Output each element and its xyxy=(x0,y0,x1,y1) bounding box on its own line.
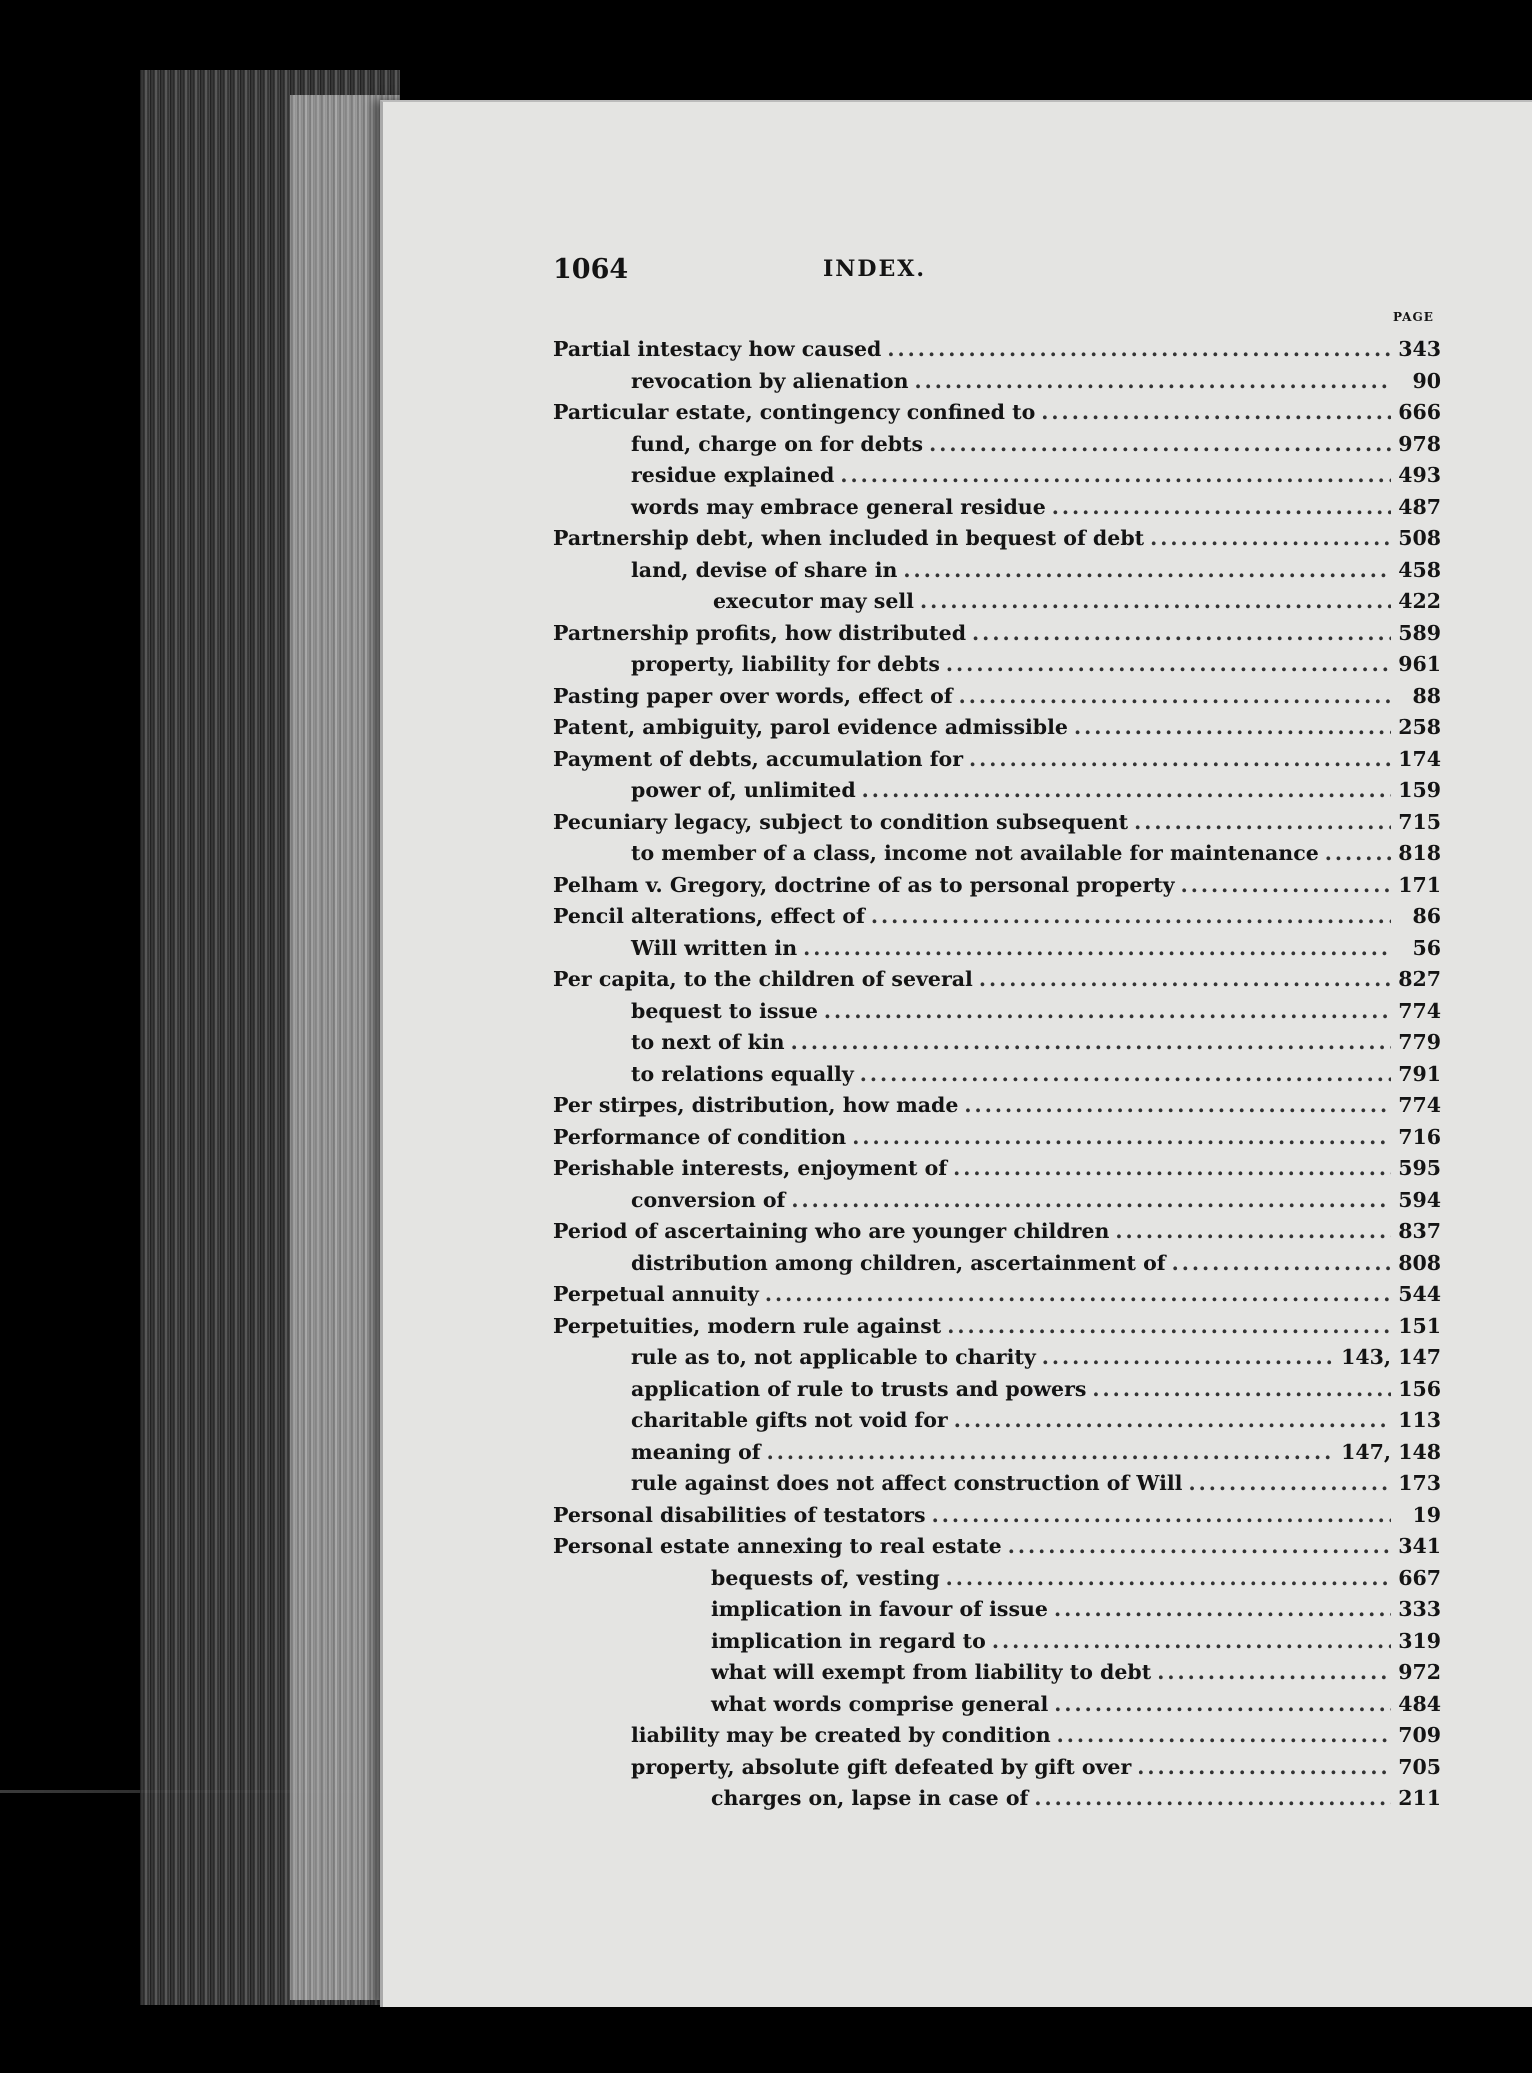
dot-leader xyxy=(1137,1752,1391,1784)
index-entry-text: Pasting paper over words, effect of xyxy=(553,683,953,708)
index-entry-text: bequest to issue xyxy=(631,998,818,1023)
index-entry xyxy=(553,586,1441,618)
index-entry xyxy=(553,649,1441,681)
index-entry-text: what will exempt from liability to debt xyxy=(711,1660,1152,1684)
index-entry-page: 666 xyxy=(1398,400,1441,424)
dot-leader xyxy=(1042,1342,1335,1374)
dot-leader xyxy=(1054,1594,1391,1626)
index-entry-page: 56 xyxy=(1412,935,1441,960)
dot-leader xyxy=(953,1153,1391,1185)
index-entry xyxy=(553,523,1441,555)
dot-leader xyxy=(887,334,1391,366)
index-entry xyxy=(553,1783,1441,1815)
index-entry xyxy=(553,1405,1441,1437)
dot-leader xyxy=(1092,1374,1391,1406)
index-entry xyxy=(553,1657,1441,1689)
index-entry xyxy=(553,1027,1441,1059)
index-entry xyxy=(553,334,1441,366)
index-entry xyxy=(553,1153,1441,1185)
index-entry xyxy=(553,1342,1441,1374)
index-entry-text: distribution among children, ascertainment of xyxy=(631,1250,1166,1275)
index-entry xyxy=(553,1216,1441,1248)
index-entry-page: 151 xyxy=(1398,1313,1441,1338)
index-entry xyxy=(553,870,1441,902)
dot-leader xyxy=(1057,1720,1391,1752)
index-entry-text: Partial intestacy how caused xyxy=(553,337,882,361)
index-entry xyxy=(553,1185,1441,1217)
dot-leader xyxy=(964,1090,1391,1122)
index-entry-page: 508 xyxy=(1398,526,1441,550)
dot-leader xyxy=(1150,523,1391,555)
index-entry xyxy=(553,1531,1441,1563)
index-entry xyxy=(553,964,1441,996)
index-entry-text: application of rule to trusts and powers xyxy=(631,1376,1087,1401)
index-entry xyxy=(553,366,1441,398)
dot-leader xyxy=(1134,807,1391,839)
dot-leader xyxy=(791,1185,1391,1217)
index-entry-page: 808 xyxy=(1398,1250,1441,1275)
index-entry-text: implication in favour of issue xyxy=(711,1597,1048,1621)
index-entry xyxy=(553,1689,1441,1721)
dot-leader xyxy=(903,555,1391,587)
index-entry xyxy=(553,775,1441,807)
index-entry-page: 961 xyxy=(1398,652,1441,676)
index-entry-text: Partnership profits, how distributed xyxy=(553,620,967,645)
index-entry-text: to relations equally xyxy=(631,1061,854,1086)
index-entry xyxy=(553,555,1441,587)
index-entry xyxy=(553,996,1441,1028)
index-entry-text: bequests of, vesting xyxy=(711,1565,940,1590)
index-entry-page: 774 xyxy=(1398,1093,1441,1117)
index-entry-text: rule against does not affect construction of Will xyxy=(631,1471,1183,1495)
index-entry-page: 595 xyxy=(1398,1156,1441,1180)
page-number: 1064 xyxy=(553,254,629,285)
index-entry-text: Personal estate annexing to real estate xyxy=(553,1534,1002,1558)
index-entry xyxy=(553,460,1441,492)
index-entry-page: 791 xyxy=(1398,1061,1441,1086)
index-entry xyxy=(553,1626,1441,1658)
index-entry-text: conversion of xyxy=(631,1187,786,1212)
index-entry-page: 458 xyxy=(1398,557,1441,582)
index-entry-text: Pelham v. Gregory, doctrine of as to personal property xyxy=(553,872,1175,897)
index-entry-text: fund, charge on for debts xyxy=(631,431,924,456)
index-entry-page: 487 xyxy=(1398,494,1441,519)
index-entry xyxy=(553,492,1441,524)
dot-leader xyxy=(862,775,1391,807)
index-entry-page: 589 xyxy=(1398,620,1441,645)
index-entry-page: 343 xyxy=(1398,337,1441,361)
index-entry-text: liability may be created by condition xyxy=(631,1723,1051,1747)
dot-leader xyxy=(969,744,1391,776)
index-entry-page: 544 xyxy=(1398,1282,1441,1306)
index-entry-text: Partnership debt, when included in bequest of debt xyxy=(553,526,1145,550)
dot-leader xyxy=(920,586,1391,618)
dot-leader xyxy=(979,964,1391,996)
index-entry-text: Period of ascertaining who are younger children xyxy=(553,1219,1110,1243)
index-entry-text: property, absolute gift defeated by gift over xyxy=(631,1754,1132,1779)
index-entry xyxy=(553,1500,1441,1532)
index-entry-page: 113 xyxy=(1398,1408,1441,1432)
index-entry xyxy=(553,1374,1441,1406)
index-entry-page: 972 xyxy=(1398,1660,1441,1684)
dot-leader xyxy=(992,1626,1391,1658)
dot-leader xyxy=(860,1059,1391,1091)
index-entry-page: 837 xyxy=(1398,1219,1441,1243)
index-entry xyxy=(553,1594,1441,1626)
dot-leader xyxy=(947,1311,1391,1343)
dot-leader xyxy=(1325,838,1391,870)
dot-leader xyxy=(1181,870,1391,902)
index-entry-page: 484 xyxy=(1398,1691,1441,1716)
dot-leader xyxy=(1041,397,1391,429)
index-entry-text: what words comprise general xyxy=(711,1691,1049,1716)
index-entry-page: 159 xyxy=(1398,778,1441,802)
index-entry-page: 147, 148 xyxy=(1341,1439,1441,1464)
index-entry-text: implication in regard to xyxy=(711,1628,986,1653)
dot-leader xyxy=(852,1122,1391,1154)
dot-leader xyxy=(929,429,1391,461)
dot-leader xyxy=(871,901,1391,933)
index-entry-text: land, devise of share in xyxy=(631,557,898,582)
index-entry xyxy=(553,838,1441,870)
index-entry-text: Perpetual annuity xyxy=(553,1282,759,1306)
index-entry-page: 827 xyxy=(1398,967,1441,991)
page-header xyxy=(553,254,1433,294)
index-entry-text: words may embrace general residue xyxy=(631,494,1046,519)
index-entry-page: 493 xyxy=(1398,463,1441,487)
book-page xyxy=(380,100,1532,2007)
index-entry-page: 88 xyxy=(1412,683,1441,708)
index-entry-text: power of, unlimited xyxy=(631,778,856,802)
dot-leader xyxy=(932,1500,1391,1532)
dot-leader xyxy=(959,681,1391,713)
index-entry xyxy=(553,712,1441,744)
index-entry-text: residue explained xyxy=(631,463,835,487)
index-entry xyxy=(553,1311,1441,1343)
index-entry-page: 978 xyxy=(1398,431,1441,456)
index-entry-page: 716 xyxy=(1398,1124,1441,1149)
index-entry xyxy=(553,429,1441,461)
index-entry-text: Will written in xyxy=(631,935,798,960)
dot-leader xyxy=(1074,712,1391,744)
index-entry-page: 667 xyxy=(1398,1565,1441,1590)
index-entry-page: 709 xyxy=(1398,1723,1441,1747)
index-entry-text: Pencil alterations, effect of xyxy=(553,904,865,928)
running-title: INDEX. xyxy=(823,256,926,282)
index-entry-page: 19 xyxy=(1412,1502,1441,1527)
index-entry-page: 258 xyxy=(1398,715,1441,739)
index-entry xyxy=(553,933,1441,965)
dot-leader xyxy=(1034,1783,1391,1815)
index-entry xyxy=(553,1059,1441,1091)
dot-leader xyxy=(767,1437,1336,1469)
index-entry-text: charitable gifts not void for xyxy=(631,1408,948,1432)
index-entry-page: 143, 147 xyxy=(1341,1345,1441,1369)
index-entry-page: 779 xyxy=(1398,1030,1441,1054)
index-entry xyxy=(553,1468,1441,1500)
dot-leader xyxy=(972,618,1391,650)
index-entry-page: 156 xyxy=(1398,1376,1441,1401)
index-entry-text: Perpetuities, modern rule against xyxy=(553,1313,942,1338)
index-entry-text: Per stirpes, distribution, how made xyxy=(553,1093,959,1117)
index-entry-text: rule as to, not applicable to charity xyxy=(631,1345,1036,1369)
index-entry-page: 86 xyxy=(1412,904,1441,928)
index-entry xyxy=(553,1122,1441,1154)
index-entry-page: 341 xyxy=(1398,1534,1441,1558)
dot-leader xyxy=(1054,1689,1391,1721)
index-entry-page: 333 xyxy=(1398,1597,1441,1621)
index-entry-text: Performance of condition xyxy=(553,1124,847,1149)
index-entry-page: 174 xyxy=(1398,746,1441,771)
index-entry-page: 705 xyxy=(1398,1754,1441,1779)
index-entry-page: 171 xyxy=(1398,872,1441,897)
dot-leader xyxy=(1052,492,1391,524)
index-entry xyxy=(553,1090,1441,1122)
index-entry-page: 818 xyxy=(1398,841,1441,865)
index-entry-page: 173 xyxy=(1398,1471,1441,1495)
dot-leader xyxy=(765,1279,1391,1311)
index-entry-text: to member of a class, income not available for maintenance xyxy=(631,841,1319,865)
dot-leader xyxy=(946,1563,1391,1595)
index-entry-text: Personal disabilities of testators xyxy=(553,1502,926,1527)
dot-leader xyxy=(1008,1531,1391,1563)
index-entry xyxy=(553,807,1441,839)
dot-leader xyxy=(1115,1216,1391,1248)
index-entry-text: Particular estate, contingency confined to xyxy=(553,400,1036,424)
index-entry xyxy=(553,1752,1441,1784)
index-entry-page: 594 xyxy=(1398,1187,1441,1212)
index-entry-text: charges on, lapse in case of xyxy=(711,1786,1029,1810)
dot-leader xyxy=(914,366,1391,398)
index-entry xyxy=(553,1437,1441,1469)
dot-leader xyxy=(1188,1468,1391,1500)
index-entry-page: 422 xyxy=(1398,589,1441,613)
index-entry-text: meaning of xyxy=(631,1439,761,1464)
index-entry-text: to next of kin xyxy=(631,1030,785,1054)
index-entry xyxy=(553,397,1441,429)
index-entry xyxy=(553,744,1441,776)
index-entry-text: executor may sell xyxy=(713,589,914,613)
index-entry-page: 715 xyxy=(1398,809,1441,834)
index-entry-text: Payment of debts, accumulation for xyxy=(553,746,964,771)
index-entry-page: 90 xyxy=(1412,368,1441,393)
index-entry-text: Per capita, to the children of several xyxy=(553,967,973,991)
index-entry xyxy=(553,1248,1441,1280)
index-entry xyxy=(553,901,1441,933)
page-column-label: PAGE xyxy=(1393,310,1434,324)
index-entry-page: 211 xyxy=(1398,1786,1441,1810)
dot-leader xyxy=(1157,1657,1391,1689)
index-entry-page: 319 xyxy=(1398,1628,1441,1653)
index-entry-text: Pecuniary legacy, subject to condition subsequent xyxy=(553,809,1129,834)
dot-leader xyxy=(840,460,1391,492)
index-entry-text: revocation by alienation xyxy=(631,368,909,393)
index-entries xyxy=(553,334,1441,1815)
index-entry xyxy=(553,681,1441,713)
dot-leader xyxy=(803,933,1391,965)
dot-leader xyxy=(954,1405,1391,1437)
index-entry-page: 774 xyxy=(1398,998,1441,1023)
index-entry xyxy=(553,1563,1441,1595)
dot-leader xyxy=(824,996,1391,1028)
dot-leader xyxy=(791,1027,1391,1059)
index-entry-text: property, liability for debts xyxy=(631,652,940,676)
index-entry xyxy=(553,618,1441,650)
index-entry-text: Perishable interests, enjoyment of xyxy=(553,1156,948,1180)
index-entry xyxy=(553,1720,1441,1752)
index-entry xyxy=(553,1279,1441,1311)
dot-leader xyxy=(1172,1248,1391,1280)
dot-leader xyxy=(946,649,1391,681)
index-entry-text: Patent, ambiguity, parol evidence admissible xyxy=(553,715,1068,739)
